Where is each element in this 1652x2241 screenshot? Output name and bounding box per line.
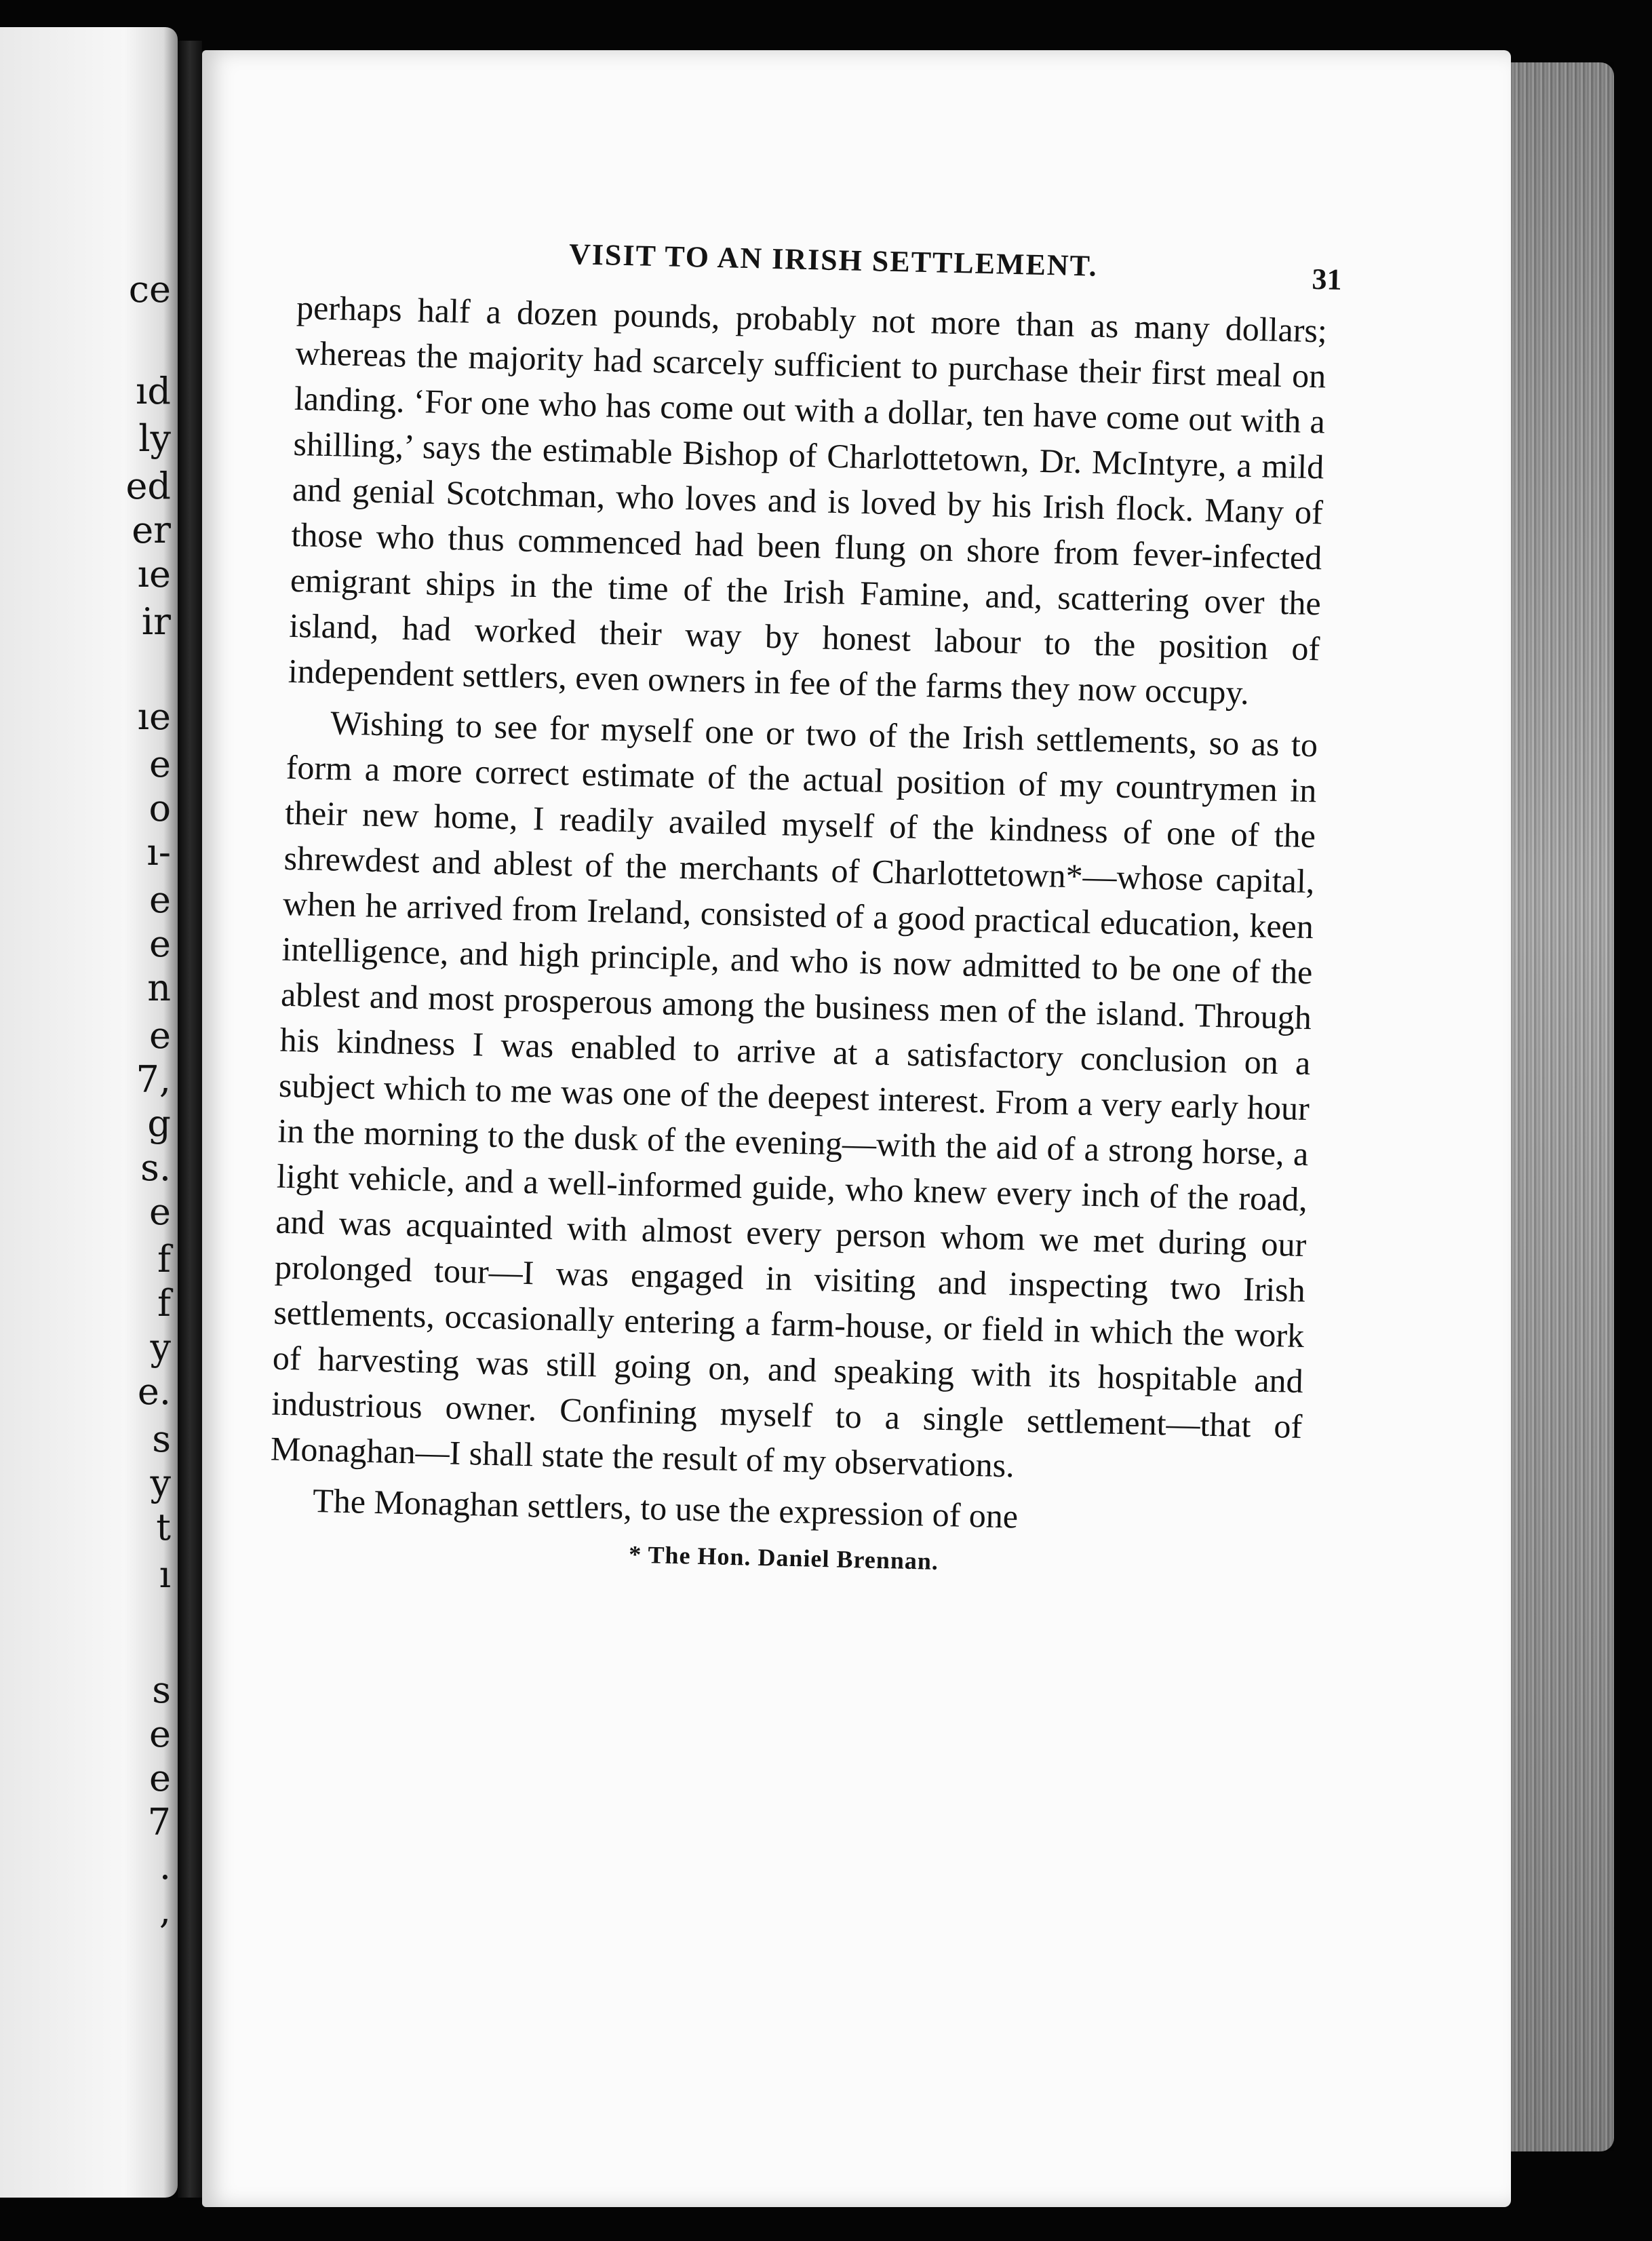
book-gutter xyxy=(178,41,202,2198)
left-page-fragment: ı- xyxy=(146,831,171,874)
left-page-fragment: , xyxy=(159,1889,171,1932)
left-page-fragment: o xyxy=(149,787,171,830)
left-page-fragment: e xyxy=(149,922,171,965)
left-page-fragment: ıd xyxy=(136,370,171,412)
left-page-fragment: f xyxy=(157,1238,171,1281)
left-page-fragment: e xyxy=(149,878,171,921)
left-page-fragment: ly xyxy=(138,417,171,460)
paragraph: perhaps half a dozen pounds, probably not more than as many dollars; whereas the majority had scarcely sufficient to purchase their first meal on landing. ‘For one who has come out with a dollar, ten have come out with a shilling,’ says the estimable Bishop of Charlottetown, Dr. McIntyre, a mild and genial Scotchman, who loves and is loved by his Irish flock. Many of those who thus commenced had been flung on shore from fever-infected emigrant ships in the time of the Irish Famine, and, scattering over the island, had worked their way by honest labour to the position of independent settlers, even owners in fee of the farms they now occupy. xyxy=(288,288,1328,712)
page-text-block xyxy=(268,224,1343,1584)
left-page-fragment: s xyxy=(152,1418,171,1460)
page-number: 31 xyxy=(1311,262,1343,296)
left-page-fragment: s xyxy=(152,1669,171,1711)
left-page-fragment: e xyxy=(149,1190,171,1233)
left-page-fragment: ıe xyxy=(137,553,171,596)
left-page-fragment: y xyxy=(150,1326,171,1369)
paragraph: Wishing to see for myself one or two of the Irish settlements, so as to form a more correct estimate of the actual position of my countrymen in their new home, I readily availed myself of the kindness of one of the shrewdest and ablest of the merchants of Charlottetown*—whose capital, when he arrived from Ireland, consisted of a good practical education, keen intelligence, and high principle, and who is now admitted to be one of the ablest and most prosperous among the business men of the island. Through his kindness I was enabled to arrive at a satisfactory conclusion on a subject which to me was one of the deepest interest. From a very early hour in the morning to the dusk of the evening—with the aid of a strong horse, a light vehicle, and a well-informed guide, who knew every inch of the road, and was acquainted with almost every person whom we met during our prolonged tour—I was engaged in visiting and inspecting two Irish settlements, occasionally entering a farm-house, or field in which the work of harvesting was still going on, and speaking with its hospitable and industrious owner. Confining myself to a single settlement—that of Monaghan—I shall state the result of my observations. xyxy=(270,703,1318,1485)
left-page-fragment: 7, xyxy=(136,1058,171,1101)
left-page-fragment: n xyxy=(147,967,171,1009)
left-page-edge xyxy=(0,27,178,2198)
left-page-fragment: e. xyxy=(137,1370,171,1413)
paragraph: The Monaghan settlers, to use the expression of one xyxy=(312,1481,1019,1536)
left-page-fragment: g xyxy=(147,1102,171,1145)
running-title: VISIT TO AN IRISH SETTLEMENT. xyxy=(568,237,1099,283)
left-page-fragment: ed xyxy=(125,465,171,507)
left-page-fragment: f xyxy=(157,1282,171,1325)
left-page-fragment: e xyxy=(149,1757,171,1799)
left-page-fragment: 7 xyxy=(147,1801,171,1844)
left-page-fragment: ce xyxy=(128,268,171,311)
left-page-fragment: t xyxy=(156,1506,171,1548)
left-page-fragment: ir xyxy=(141,600,171,643)
left-page-fragment: e xyxy=(149,1713,171,1755)
left-page-fragment: ıe xyxy=(137,695,171,738)
left-page-fragment: . xyxy=(159,1845,171,1888)
left-page-fragment: ı xyxy=(159,1553,171,1596)
left-page-fragment: e xyxy=(149,743,171,785)
footnote: * The Hon. Daniel Brennan. xyxy=(628,1540,939,1575)
left-page-fragment: e xyxy=(149,1014,171,1057)
left-page-fragment: er xyxy=(132,509,171,551)
left-page-fragment: s. xyxy=(140,1146,171,1189)
left-page-fragment: y xyxy=(150,1462,171,1504)
body-text xyxy=(269,285,1328,1546)
